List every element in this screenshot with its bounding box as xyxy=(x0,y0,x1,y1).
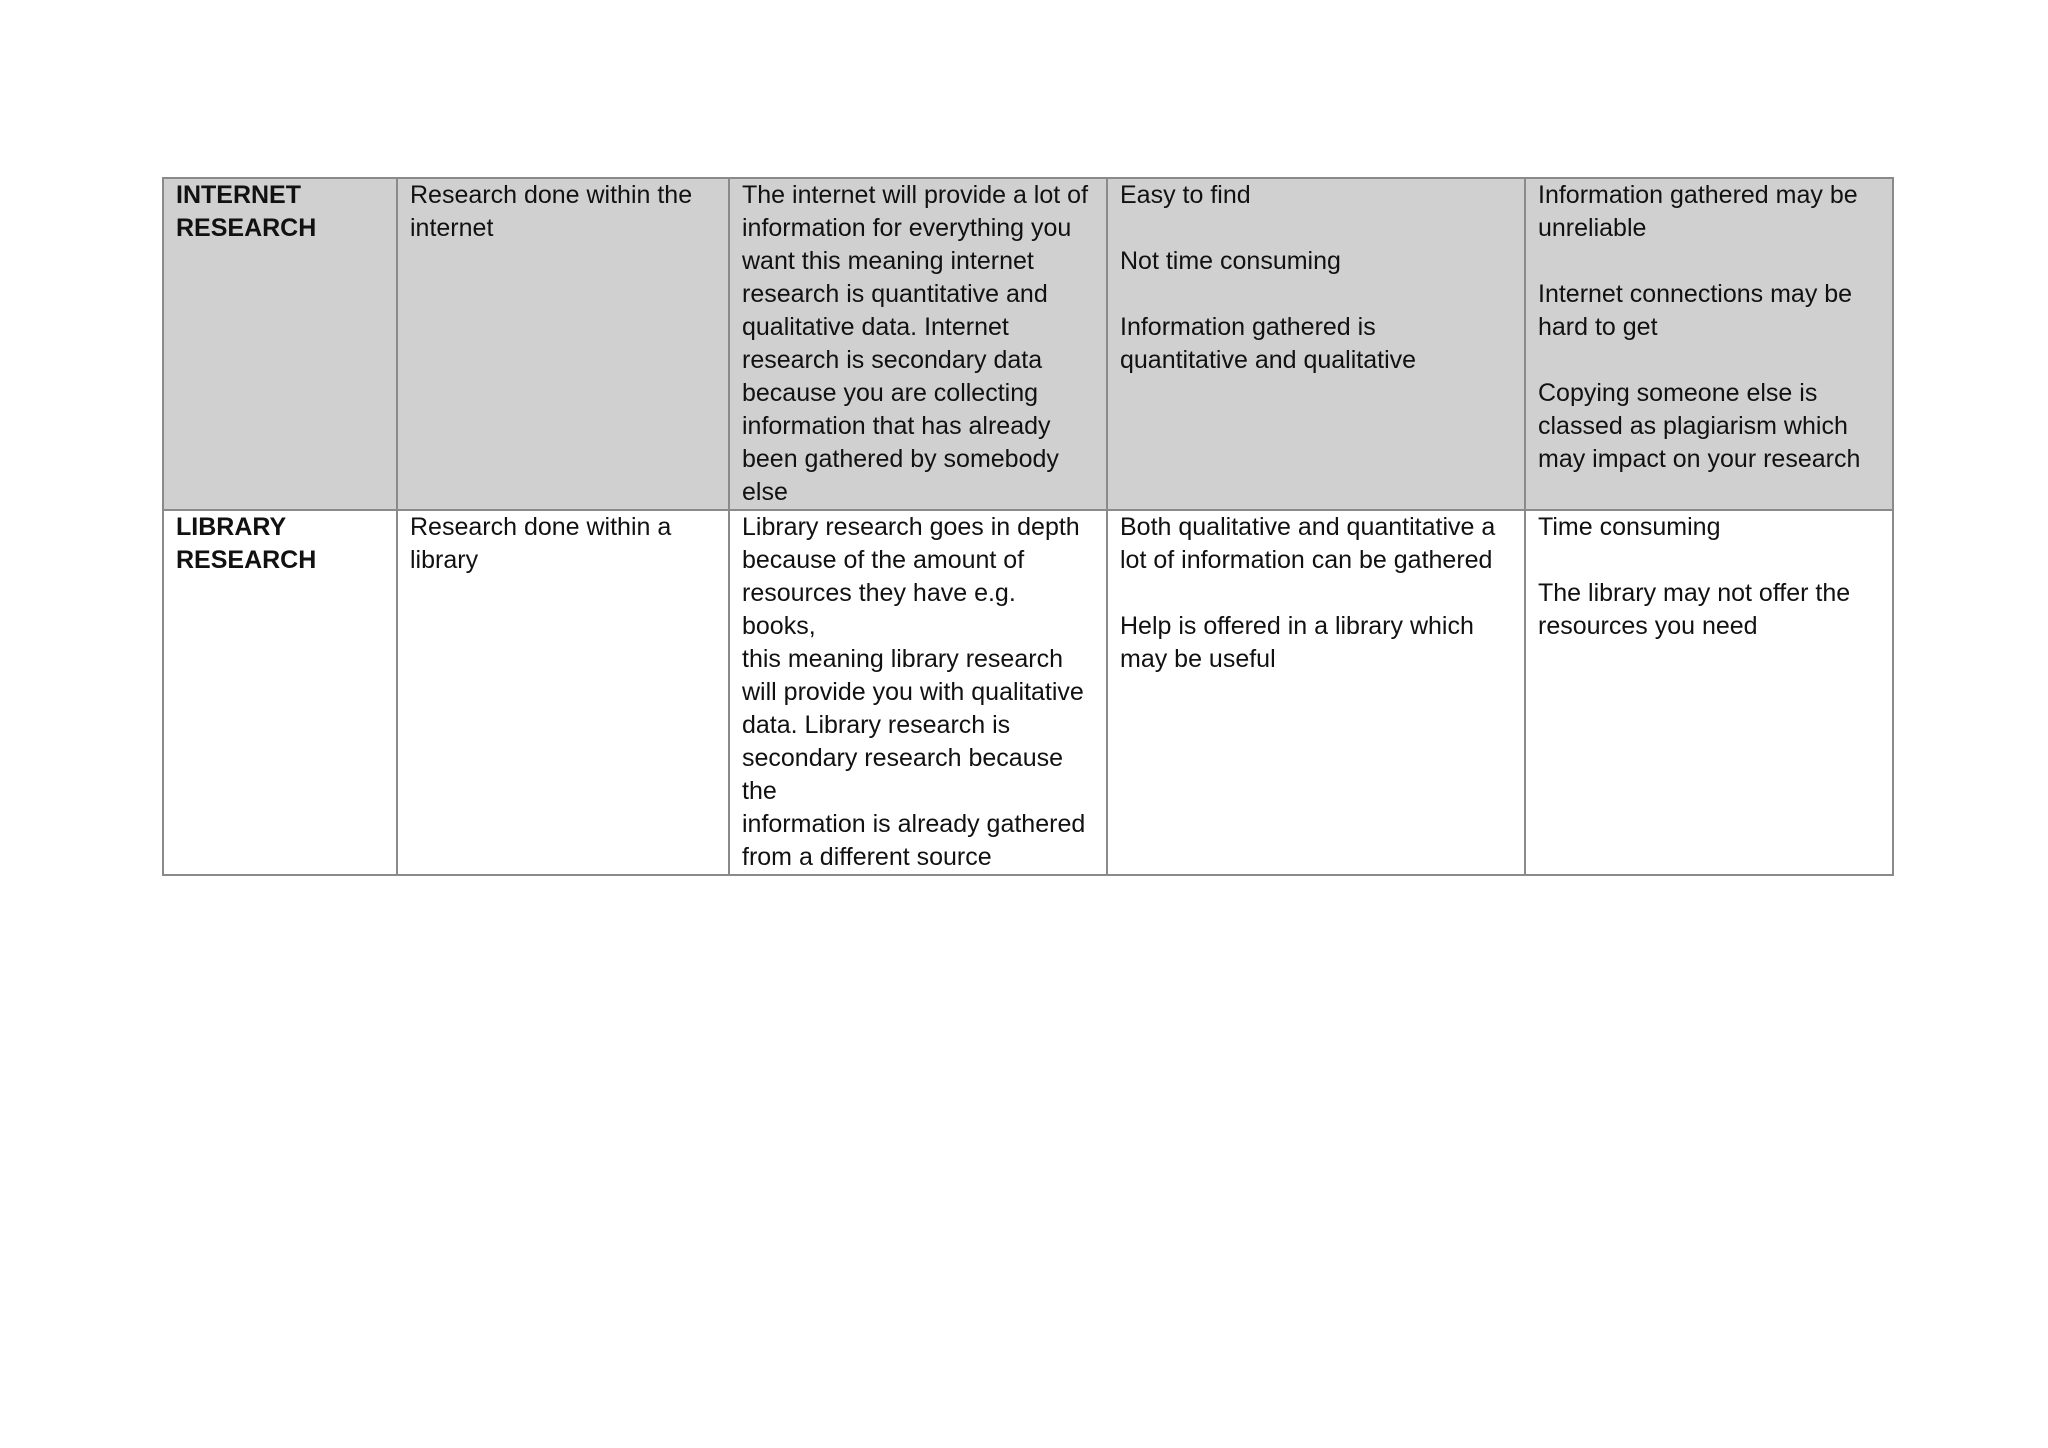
cell-explanation: The internet will provide a lot of information for everything you want this meaning internet research is quantitative and qualitative data. Internet research is secondary data because you are collecting information that has already been gathered by somebody else xyxy=(729,178,1107,510)
cell-disadvantages: Information gathered may be unreliable Internet connections may be hard to get Copying someone else is classed as plagiarism which may impact on your research xyxy=(1525,178,1893,510)
table-row-library-research xyxy=(163,510,1893,875)
cell-advantages: Both qualitative and quantitative a lot of information can be gathered Help is offered in a library which may be useful xyxy=(1107,510,1525,875)
cell-method: LIBRARY RESEARCH xyxy=(163,510,397,875)
research-methods-table xyxy=(162,177,1894,876)
cell-definition: Research done within a library xyxy=(397,510,729,875)
cell-definition: Research done within the internet xyxy=(397,178,729,510)
table-row-internet-research xyxy=(163,178,1893,510)
cell-advantages: Easy to find Not time consuming Information gathered is quantitative and qualitative xyxy=(1107,178,1525,510)
cell-explanation: Library research goes in depth because of the amount of resources they have e.g. books, this meaning library research will provide you with qualitative data. Library research is secondary research because the information is already gathered from a different source xyxy=(729,510,1107,875)
cell-disadvantages: Time consuming The library may not offer the resources you need xyxy=(1525,510,1893,875)
cell-method: INTERNET RESEARCH xyxy=(163,178,397,510)
